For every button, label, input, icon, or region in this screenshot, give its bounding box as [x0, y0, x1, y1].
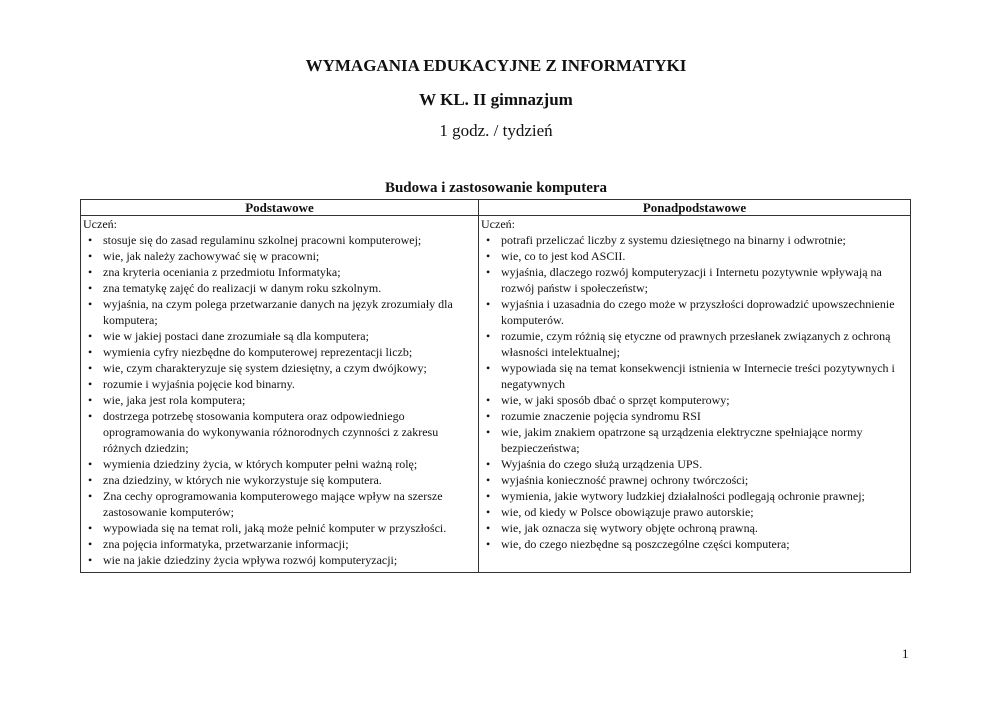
- column-header-advanced: Ponadpodstawowe: [479, 200, 911, 216]
- advanced-lead: Uczeń:: [481, 217, 515, 231]
- column-header-basic: Podstawowe: [81, 200, 479, 216]
- advanced-requirement-item: • wie, co to jest kod ASCII.: [481, 248, 908, 264]
- advanced-requirement-item: • wymienia, jakie wytwory ludzkiej działalności podlegają ochronie prawnej;: [481, 488, 908, 504]
- basic-requirement-item: • wymienia cyfry niezbędne do komputerowej reprezentacji liczb;: [83, 344, 476, 360]
- advanced-requirement-item: • wypowiada się na temat konsekwencji istnienia w Internecie treści pozytywnych i negatywnych: [481, 360, 908, 392]
- weekly-hours: 1 godz. / tydzień: [439, 121, 553, 140]
- advanced-requirements-cell: [479, 216, 911, 573]
- basic-requirements-list: [83, 232, 476, 568]
- basic-requirement-item: • rozumie i wyjaśnia pojęcie kod binarny.: [83, 376, 476, 392]
- advanced-requirement-item: • wie, do czego niezbędne są poszczególne części komputera;: [481, 536, 908, 552]
- basic-requirement-item: • zna kryteria oceniania z przedmiotu Informatyka;: [83, 264, 476, 280]
- basic-requirement-item: • Zna cechy oprogramowania komputerowego mające wpływ na szersze zastosowanie komputerów;: [83, 488, 476, 520]
- basic-requirement-item: • dostrzega potrzebę stosowania komputera oraz odpowiedniego oprogramowania do wykonywania różnorodnych czynności z zakresu różnych dziedzin;: [83, 408, 476, 456]
- page-number: 1: [902, 646, 909, 661]
- basic-requirement-item: • wypowiada się na temat roli, jaką może pełnić komputer w przyszłości.: [83, 520, 476, 536]
- basic-requirement-item: • wie, jaka jest rola komputera;: [83, 392, 476, 408]
- basic-requirement-item: • wie, czym charakteryzuje się system dziesiętny, a czym dwójkowy;: [83, 360, 476, 376]
- advanced-requirement-item: • wie, od kiedy w Polsce obowiązuje prawo autorskie;: [481, 504, 908, 520]
- advanced-requirement-item: • wyjaśnia i uzasadnia do czego może w przyszłości doprowadzić upowszechnienie komputerów.: [481, 296, 908, 328]
- advanced-requirement-item: • rozumie znaczenie pojęcia syndromu RSI: [481, 408, 908, 424]
- basic-requirement-item: • wie, jak należy zachowywać się w pracowni;: [83, 248, 476, 264]
- document-title: WYMAGANIA EDUKACYJNE Z INFORMATYKI: [305, 56, 687, 75]
- basic-requirement-item: • zna dziedziny, w których nie wykorzystuje się komputera.: [83, 472, 476, 488]
- advanced-requirement-item: • rozumie, czym różnią się etyczne od prawnych przesłanek związanych z ochroną własności intelektualnej;: [481, 328, 908, 360]
- basic-requirement-item: • stosuje się do zasad regulaminu szkolnej pracowni komputerowej;: [83, 232, 476, 248]
- advanced-requirement-item: • wyjaśnia, dlaczego rozwój komputeryzacji i Internetu pozytywnie wpływają na rozwój państw i społeczeństw;: [481, 264, 908, 296]
- basic-requirement-item: • zna pojęcia informatyka, przetwarzanie informacji;: [83, 536, 476, 552]
- advanced-requirement-item: • Wyjaśnia do czego służą urządzenia UPS.: [481, 456, 908, 472]
- basic-requirement-item: • wyjaśnia, na czym polega przetwarzanie danych na język zrozumiały dla komputera;: [83, 296, 476, 328]
- advanced-requirement-item: • potrafi przeliczać liczby z systemu dziesiętnego na binarny i odwrotnie;: [481, 232, 908, 248]
- basic-requirement-item: • zna tematykę zajęć do realizacji w danym roku szkolnym.: [83, 280, 476, 296]
- advanced-requirement-item: • wie, w jaki sposób dbać o sprzęt komputerowy;: [481, 392, 908, 408]
- basic-requirement-item: • wie na jakie dziedziny życia wpływa rozwój komputeryzacji;: [83, 552, 476, 568]
- advanced-requirement-item: • wyjaśnia konieczność prawnej ochrony twórczości;: [481, 472, 908, 488]
- basic-requirement-item: • wie w jakiej postaci dane zrozumiałe są dla komputera;: [83, 328, 476, 344]
- section-title: Budowa i zastosowanie komputera: [384, 180, 608, 196]
- basic-requirement-item: • wymienia dziedziny życia, w których komputer pełni ważną rolę;: [83, 456, 476, 472]
- document-subtitle: W KL. II gimnazjum: [419, 90, 573, 109]
- advanced-requirement-item: • wie, jakim znakiem opatrzone są urządzenia elektryczne spełniające normy bezpieczeństwa;: [481, 424, 908, 456]
- basic-lead: Uczeń:: [83, 217, 117, 231]
- basic-requirements-cell: [81, 216, 479, 573]
- advanced-requirement-item: • wie, jak oznacza się wytwory objęte ochroną prawną.: [481, 520, 908, 536]
- requirements-table: [80, 199, 911, 573]
- advanced-requirements-list: [481, 232, 908, 552]
